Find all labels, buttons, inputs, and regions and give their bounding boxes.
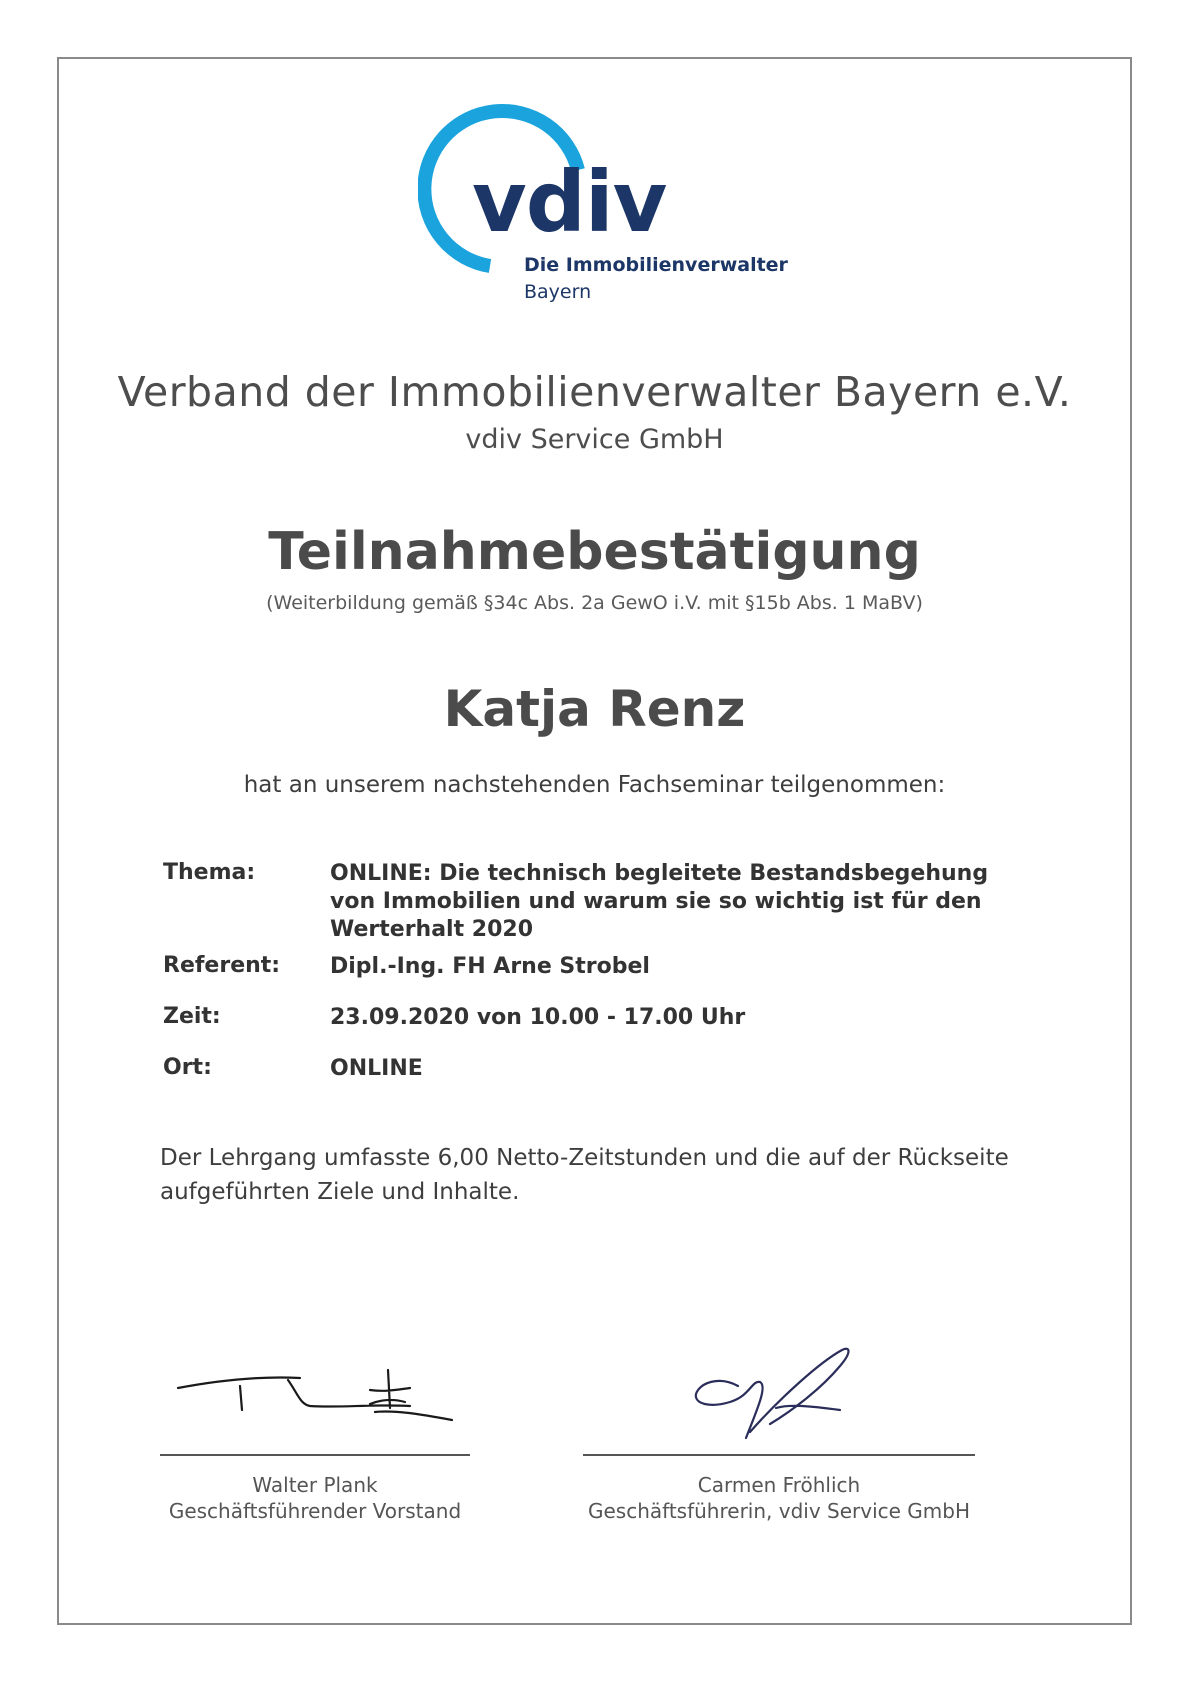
vdiv-logo <box>418 98 788 318</box>
signature-carmen-froehlich <box>690 1342 870 1452</box>
logo-wordmark: vdiv <box>472 153 667 251</box>
detail-label: Zeit: <box>163 1004 221 1029</box>
logo-region: Bayern <box>524 281 592 303</box>
detail-label: Ort: <box>163 1055 212 1080</box>
certificate-title: Teilnahmebestätigung <box>268 522 921 582</box>
certificate-subtitle: (Weiterbildung gemäß §34c Abs. 2a GewO i.V. mit §15b Abs. 1 MaBV) <box>266 592 923 614</box>
organization-name: Verband der Immobilienverwalter Bayern e.V. <box>117 368 1072 416</box>
signatory-role: Geschäftsführender Vorstand <box>168 1499 462 1523</box>
detail-value: Dipl.-Ing. FH Arne Strobel <box>330 954 650 979</box>
detail-value: 23.09.2020 von 10.00 - 17.00 Uhr <box>330 1005 746 1030</box>
signatory-role: Geschäftsführerin, vdiv Service GmbH <box>587 1499 971 1523</box>
logo-tagline: Die Immobilienverwalter <box>524 254 788 276</box>
participant-name: Katja Renz <box>443 680 746 738</box>
signature-walter-plank <box>170 1360 460 1450</box>
detail-label: Thema: <box>163 860 256 885</box>
signatory-right <box>583 1472 975 1524</box>
signatory-left <box>160 1472 470 1524</box>
signatory-name: Walter Plank <box>252 1473 378 1497</box>
detail-label: Referent: <box>163 953 281 978</box>
detail-value: ONLINE <box>330 1056 423 1081</box>
sub-organization-name: vdiv Service GmbH <box>465 424 724 455</box>
detail-value: ONLINE: Die technisch begleitete Bestandsbegehung von Immobilien und warum sie so wichtig ist für den Werterhalt 2020 <box>330 861 989 942</box>
signature-line-right <box>583 1454 975 1456</box>
signature-line-left <box>160 1454 470 1456</box>
intro-text: hat an unserem nachstehenden Fachseminar teilgenommen: <box>243 772 946 798</box>
signatory-name: Carmen Fröhlich <box>697 1473 861 1497</box>
course-summary: Der Lehrgang umfasste 6,00 Netto-Zeitstunden und die auf der Rückseite aufgeführten Ziele und Inhalte. <box>160 1145 1009 1205</box>
